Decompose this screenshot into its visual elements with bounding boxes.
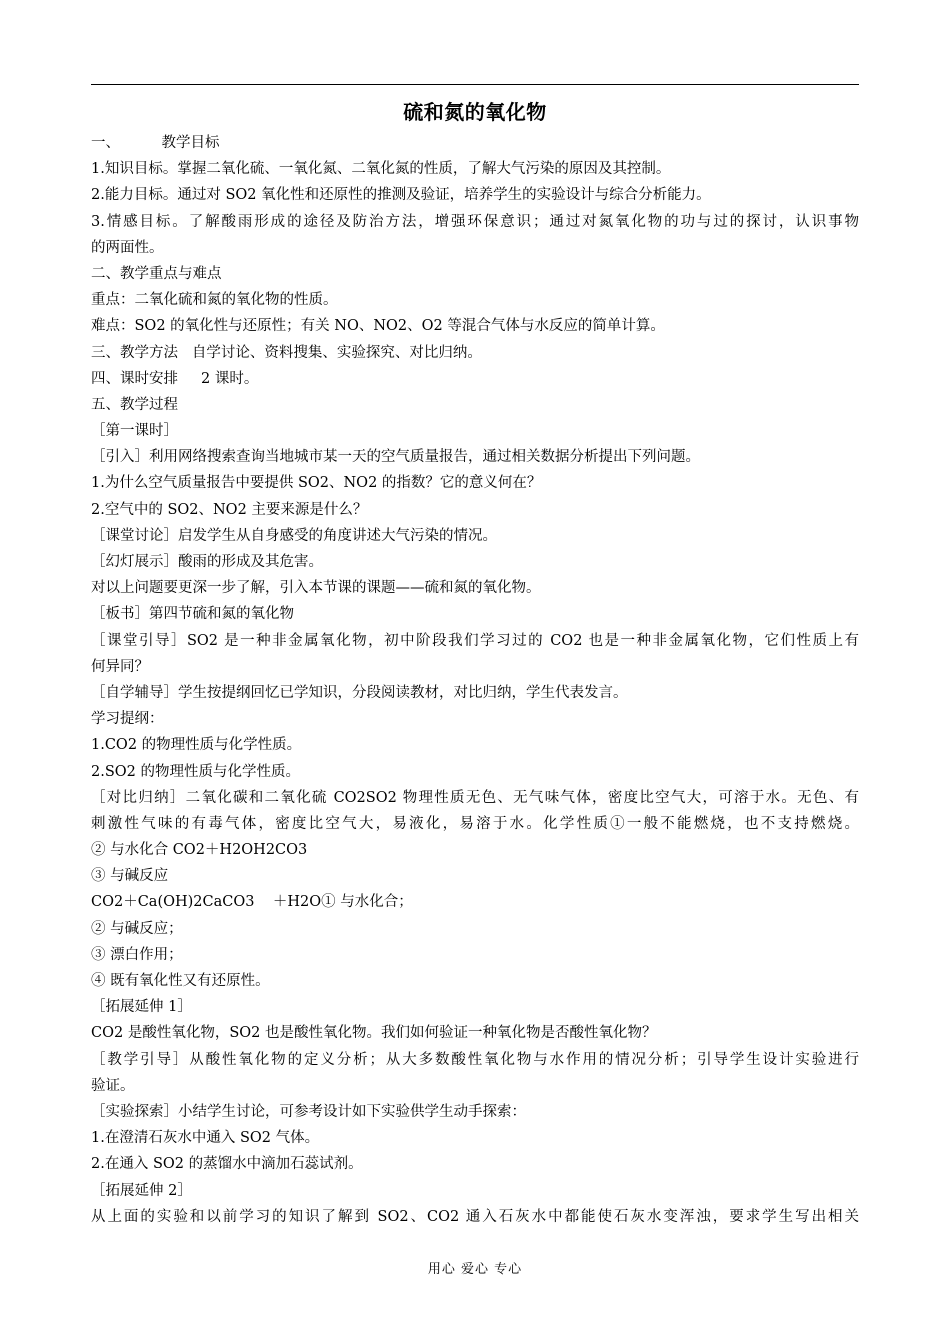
- text-line: 一、 教学目标: [91, 135, 220, 151]
- text-line: 学习提纲：: [91, 711, 164, 728]
- text-line: ［自学辅导］学生按提纲回忆已学知识，分段阅读教材，对比归纳，学生代表发言。: [91, 684, 628, 701]
- document-body: [91, 130, 859, 1230]
- text-line: 1.CO2 的物理性质与化学性质。: [91, 737, 302, 754]
- text-line: ［幻灯展示］酸雨的形成及其危害。: [91, 554, 323, 570]
- text-line: 从上面的实验和以前学习的知识了解到 SO2、CO2 通入石灰水中都能使石灰水变浑浊，要求学生写出相关: [91, 1208, 859, 1225]
- text-line: 验证。: [91, 1077, 135, 1094]
- text-line: 四、课时安排 2 课时。: [91, 370, 259, 387]
- text-line: ［对比归纳］二氧化碳和二氧化硫 CO2SO2 物理性质无色、无气味气体，密度比空气大，可溶于水。无色、有: [91, 789, 859, 806]
- text-line: 三、教学方法 自学讨论、资料搜集、实验探究、对比归纳。: [91, 344, 482, 361]
- text-line: 2.空气中的 SO2、NO2 主要来源是什么？: [91, 501, 368, 518]
- text-line: 3.情感目标。了解酸雨形成的途径及防治方法，增强环保意识；通过对氮氧化物的功与过的探讨，认识事物: [91, 213, 859, 230]
- text-line: 刺激性气味的有毒气体，密度比空气大，易液化，易溶于水。化学性质①一般不能燃烧，也不支持燃烧。: [91, 815, 859, 832]
- text-line: ④ 既有氧化性又有还原性。: [91, 973, 270, 989]
- text-line: 1.知识目标。掌握二氧化硫、一氧化氮、二氧化氮的性质，了解大气污染的原因及其控制。: [91, 161, 671, 178]
- text-line: 五、教学过程: [91, 396, 178, 413]
- text-line: ［实验探索］小结学生讨论，可参考设计如下实验供学生动手探索：: [91, 1103, 526, 1120]
- text-line: 2.在通入 SO2 的蒸馏水中滴加石蕊试剂。: [91, 1156, 363, 1173]
- text-line: ［拓展延伸 1］: [91, 999, 192, 1016]
- text-line: ［拓展延伸 2］: [91, 1182, 192, 1199]
- page-footer: 用心 爱心 专心: [427, 1262, 523, 1277]
- text-line: ③ 与碱反应: [91, 868, 169, 885]
- text-line: 难点：SO2 的氧化性与还原性；有关 NO、NO2、O2 等混合气体与水反应的简单计算。: [91, 318, 665, 335]
- text-line: 的两面性。: [91, 239, 164, 256]
- text-line: ［第一课时］: [91, 423, 178, 440]
- text-line: ［板书］第四节硫和氮的氧化物: [91, 606, 294, 623]
- text-line: 何异同？: [91, 658, 149, 675]
- text-line: 二、教学重点与难点: [91, 265, 222, 282]
- text-line: 2.能力目标。通过对 SO2 氧化性和还原性的推测及验证，培养学生的实验设计与综合分析能力。: [91, 187, 711, 204]
- text-line: ［课堂引导］SO2 是一种非金属氧化物，初中阶段我们学习过的 CO2 也是一种非金属氧化物，它们性质上有: [91, 632, 859, 649]
- text-line: 1.为什么空气质量报告中要提供 SO2、NO2 的指数？它的意义何在？: [91, 475, 542, 492]
- text-line: 对以上问题要更深一步了解，引入本节课的课题——硫和氮的氧化物。: [91, 580, 541, 597]
- text-line: ③ 漂白作用；: [91, 946, 183, 963]
- text-line: 2.SO2 的物理性质与化学性质。: [91, 763, 300, 780]
- text-line: CO2＋Ca(OH)2CaCO3 ＋H2O① 与水化合；: [91, 894, 413, 911]
- text-line: ［教学引导］从酸性氧化物的定义分析；从大多数酸性氧化物与水作用的情况分析；引导学生设计实验进行: [91, 1051, 859, 1068]
- header-rule: [91, 84, 859, 85]
- text-line: ［课堂讨论］启发学生从自身感受的角度讲述大气污染的情况。: [91, 527, 497, 544]
- text-line: 重点：二氧化硫和氮的氧化物的性质。: [91, 292, 338, 309]
- text-line: CO2 是酸性氧化物，SO2 也是酸性氧化物。我们如何验证一种氧化物是否酸性氧化物？: [91, 1025, 657, 1042]
- text-line: ［引入］利用网络搜索查询当地城市某一天的空气质量报告，通过相关数据分析提出下列问题。: [91, 449, 700, 466]
- text-line: ② 与水化合 CO2＋H2OH2CO3: [91, 842, 308, 859]
- text-line: ② 与碱反应；: [91, 920, 183, 937]
- document-title: 硫和氮的氧化物: [403, 100, 547, 124]
- text-line: 1.在澄清石灰水中通入 SO2 气体。: [91, 1130, 320, 1147]
